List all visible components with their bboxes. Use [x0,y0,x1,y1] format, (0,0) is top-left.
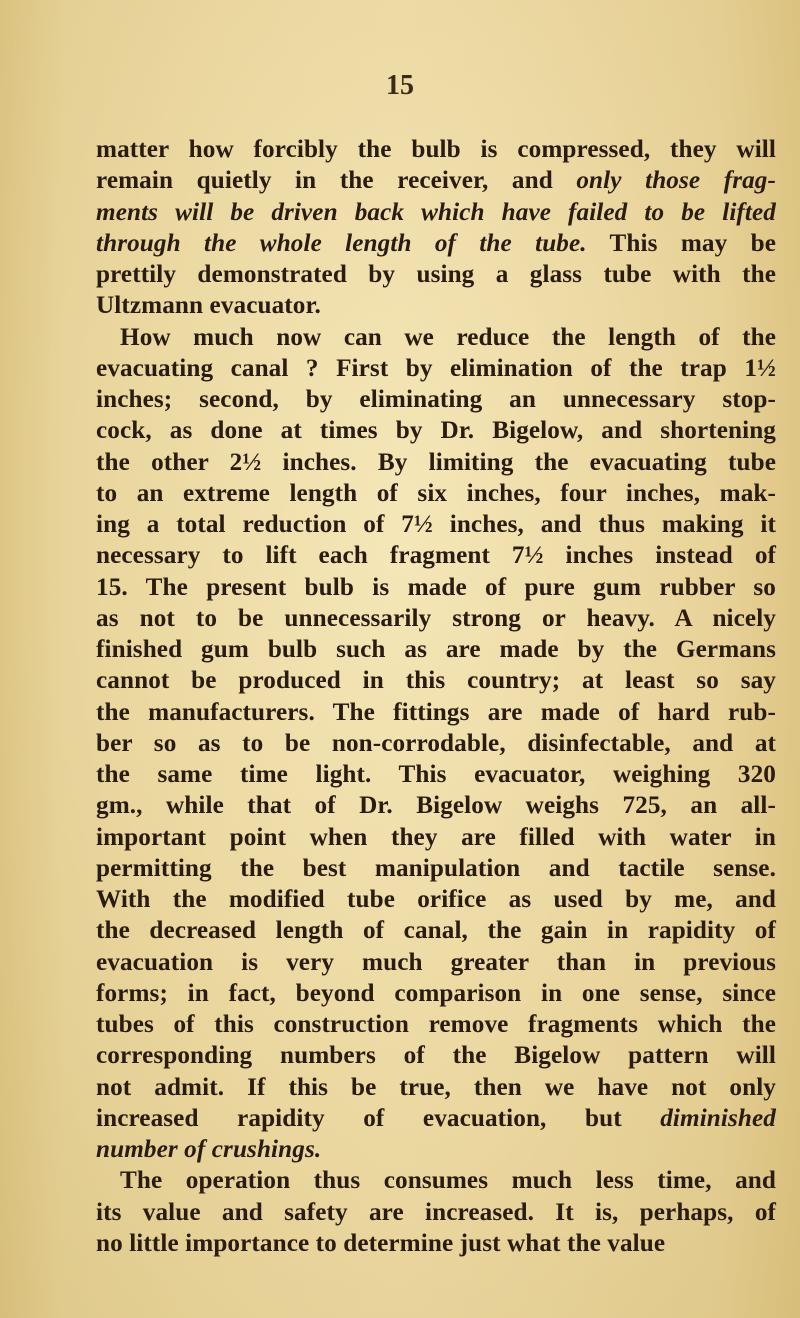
text-line [96,634,776,665]
italic-text-run: only those frag- [576,167,776,195]
text-line [96,322,776,353]
text-line [96,165,776,196]
italic-text-run: diminished [660,1104,776,1132]
text-run: not admit. If this be true, then we have not only [96,1073,776,1101]
text-run: With the modified tube orifice as used by me, and [96,886,776,913]
text-run: tubes of this construction remove fragments which the [96,1011,776,1038]
text-line [96,1197,776,1228]
text-run: prettily demonstrated by using a glass tube with the [96,261,776,288]
text-run: as not to be unnecessarily strong or heavy. A nicely [96,604,776,632]
text-run: evacuating canal ? First by elimination of the trap 1½ [96,354,776,382]
text-run: the decreased length of canal, the gain in rapidity of [96,917,776,945]
text-line [96,572,776,603]
text-line [96,1165,776,1196]
text-line [96,290,776,321]
text-line [96,540,776,571]
text-line [96,1009,776,1040]
text-line [96,853,776,884]
text-run: increased rapidity of evacuation, but [96,1104,661,1132]
text-line [96,197,776,228]
text-run: forms; in fact, beyond comparison in one sense, since [96,979,776,1007]
italic-text-run: through the whole length of the tube. [96,229,587,257]
text-line [96,228,776,259]
text-run: cock, as done at times by Dr. Bigelow, and shortening [96,417,776,445]
text-run: cannot be produced in this country; at least so say [96,667,776,695]
text-run: The operation thus consumes much less time, and [120,1167,776,1195]
text-line [96,603,776,634]
text-line [96,509,776,540]
text-run: finished gum bulb such as are made by the Germans [96,636,776,663]
page-number: 15 [386,70,414,101]
text-line [96,1072,776,1103]
text-line [96,353,776,384]
text-line [96,1134,776,1165]
text-run: corresponding numbers of the Bigelow pattern will [96,1042,776,1070]
text-run: matter how forcibly the bulb is compressed, they will [96,136,776,163]
text-line [96,790,776,821]
text-run: its value and safety are increased. It is, perhaps, of [96,1198,776,1226]
text-line [96,259,776,290]
text-run: ing a total reduction of 7½ inches, and thus making it [96,511,776,538]
text-line [96,1103,776,1134]
text-run: necessary to lift each fragment 7½ inches instead of [96,542,776,570]
text-run: to an extreme length of six inches, four inches, mak- [96,479,776,507]
text-run: 15. The present bulb is made of pure gum rubber so [96,573,776,601]
text-run: How much now can we reduce the length of the [120,323,776,351]
text-run: This may be [586,229,776,257]
text-run: important point when they are filled with water in [96,823,776,851]
text-line [96,947,776,978]
text-line [96,134,776,165]
text-line [96,415,776,446]
text-line [96,915,776,946]
text-line [96,478,776,509]
text-run: the manufacturers. The fittings are made of hard rub- [96,698,776,726]
text-line [96,1040,776,1071]
text-run: inches; second, by eliminating an unnecessary stop- [96,386,776,413]
italic-text-run: number of crushings. [96,1136,322,1163]
text-run: remain quietly in the receiver, and [96,167,577,195]
text-run: ber so as to be non-corrodable, disinfectable, and at [96,729,776,757]
text-line [96,1228,776,1259]
text-line [96,978,776,1009]
text-line [96,884,776,915]
text-line [96,822,776,853]
body-text [96,134,776,1259]
text-run: gm., while that of Dr. Bigelow weighs 725, an all- [96,792,776,820]
text-run: the other 2½ inches. By limiting the evacuating tube [96,448,776,476]
text-line [96,697,776,728]
text-line [96,665,776,696]
text-line [96,759,776,790]
text-run: Ultzmann evacuator. [96,292,321,320]
text-run: no little importance to determine just what the value [96,1229,666,1257]
text-run: evacuation is very much greater than in previous [96,948,776,976]
text-line [96,728,776,759]
text-run: the same time light. This evacuator, weighing 320 [96,761,776,788]
text-run: permitting the best manipulation and tactile sense. [96,854,776,882]
text-line [96,384,776,415]
text-line [96,447,776,478]
italic-text-run: ments will be driven back which have failed to be lifted [96,198,776,226]
